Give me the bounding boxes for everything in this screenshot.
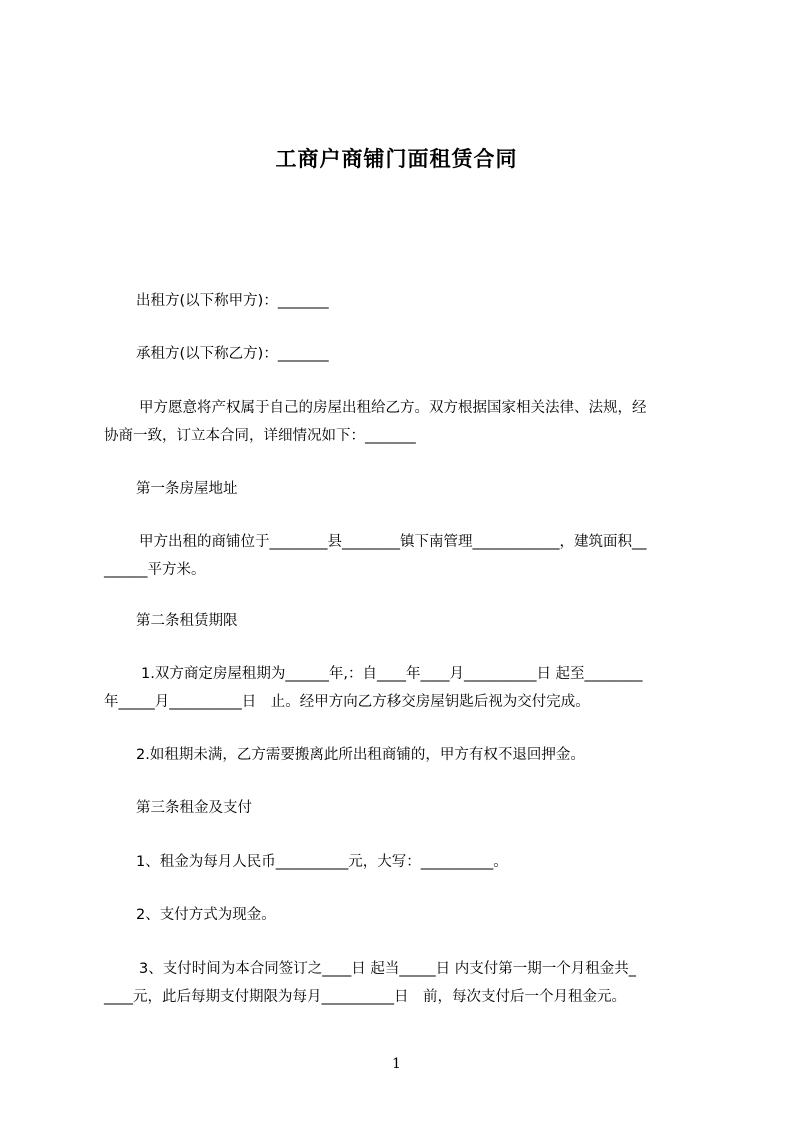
- preamble-line-1: 甲方愿意将产权属于自己的房屋出租给乙方。双方根据国家相关法律、法规，经: [139, 400, 647, 416]
- rent-clause-2: 2、支付方式为现金。: [136, 907, 276, 923]
- page-number: 1: [392, 1056, 401, 1072]
- term-clause-1-line-2: 年_____月__________日 止。经甲方向乙方移交房屋钥匙后视为交付完成。: [104, 694, 590, 710]
- article-1-heading: 第一条房屋地址: [136, 481, 238, 497]
- document-title: 工商户商铺门面租赁合同: [275, 147, 518, 171]
- article-3-heading: 第三条租金及支付: [136, 800, 252, 816]
- lessee-line: 承租方(以下称乙方)：_______: [136, 346, 329, 362]
- address-line-2: ______平方米。: [104, 562, 206, 578]
- rent-clause-1: 1、租金为每月人民币__________元，大写：__________。: [136, 854, 508, 870]
- term-clause-2: 2.如租期未满，乙方需要搬离此所出租商铺的，甲方有权不退回押金。: [136, 747, 585, 763]
- term-clause-1-line-1: 1.双方商定房屋租期为______年,：自____年____月__________日 起至________: [141, 666, 643, 682]
- lessor-line: 出租方(以下称甲方)：_______: [136, 293, 329, 309]
- article-2-heading: 第二条租赁期限: [136, 613, 238, 629]
- rent-clause-3-line-1: 3、支付时间为本合同签订之____日 起当_____日 内支付第一期一个月租金共_: [139, 961, 636, 977]
- rent-clause-3-line-2: ____元，此后每期支付期限为每月__________日 前，每次支付后一个月租金元。: [104, 989, 626, 1005]
- preamble-line-2: 协商一致，订立本合同，详细情况如下：_______: [104, 428, 416, 444]
- address-line-1: 甲方出租的商铺位于________县________镇下南管理____________，建筑面积__: [139, 534, 647, 550]
